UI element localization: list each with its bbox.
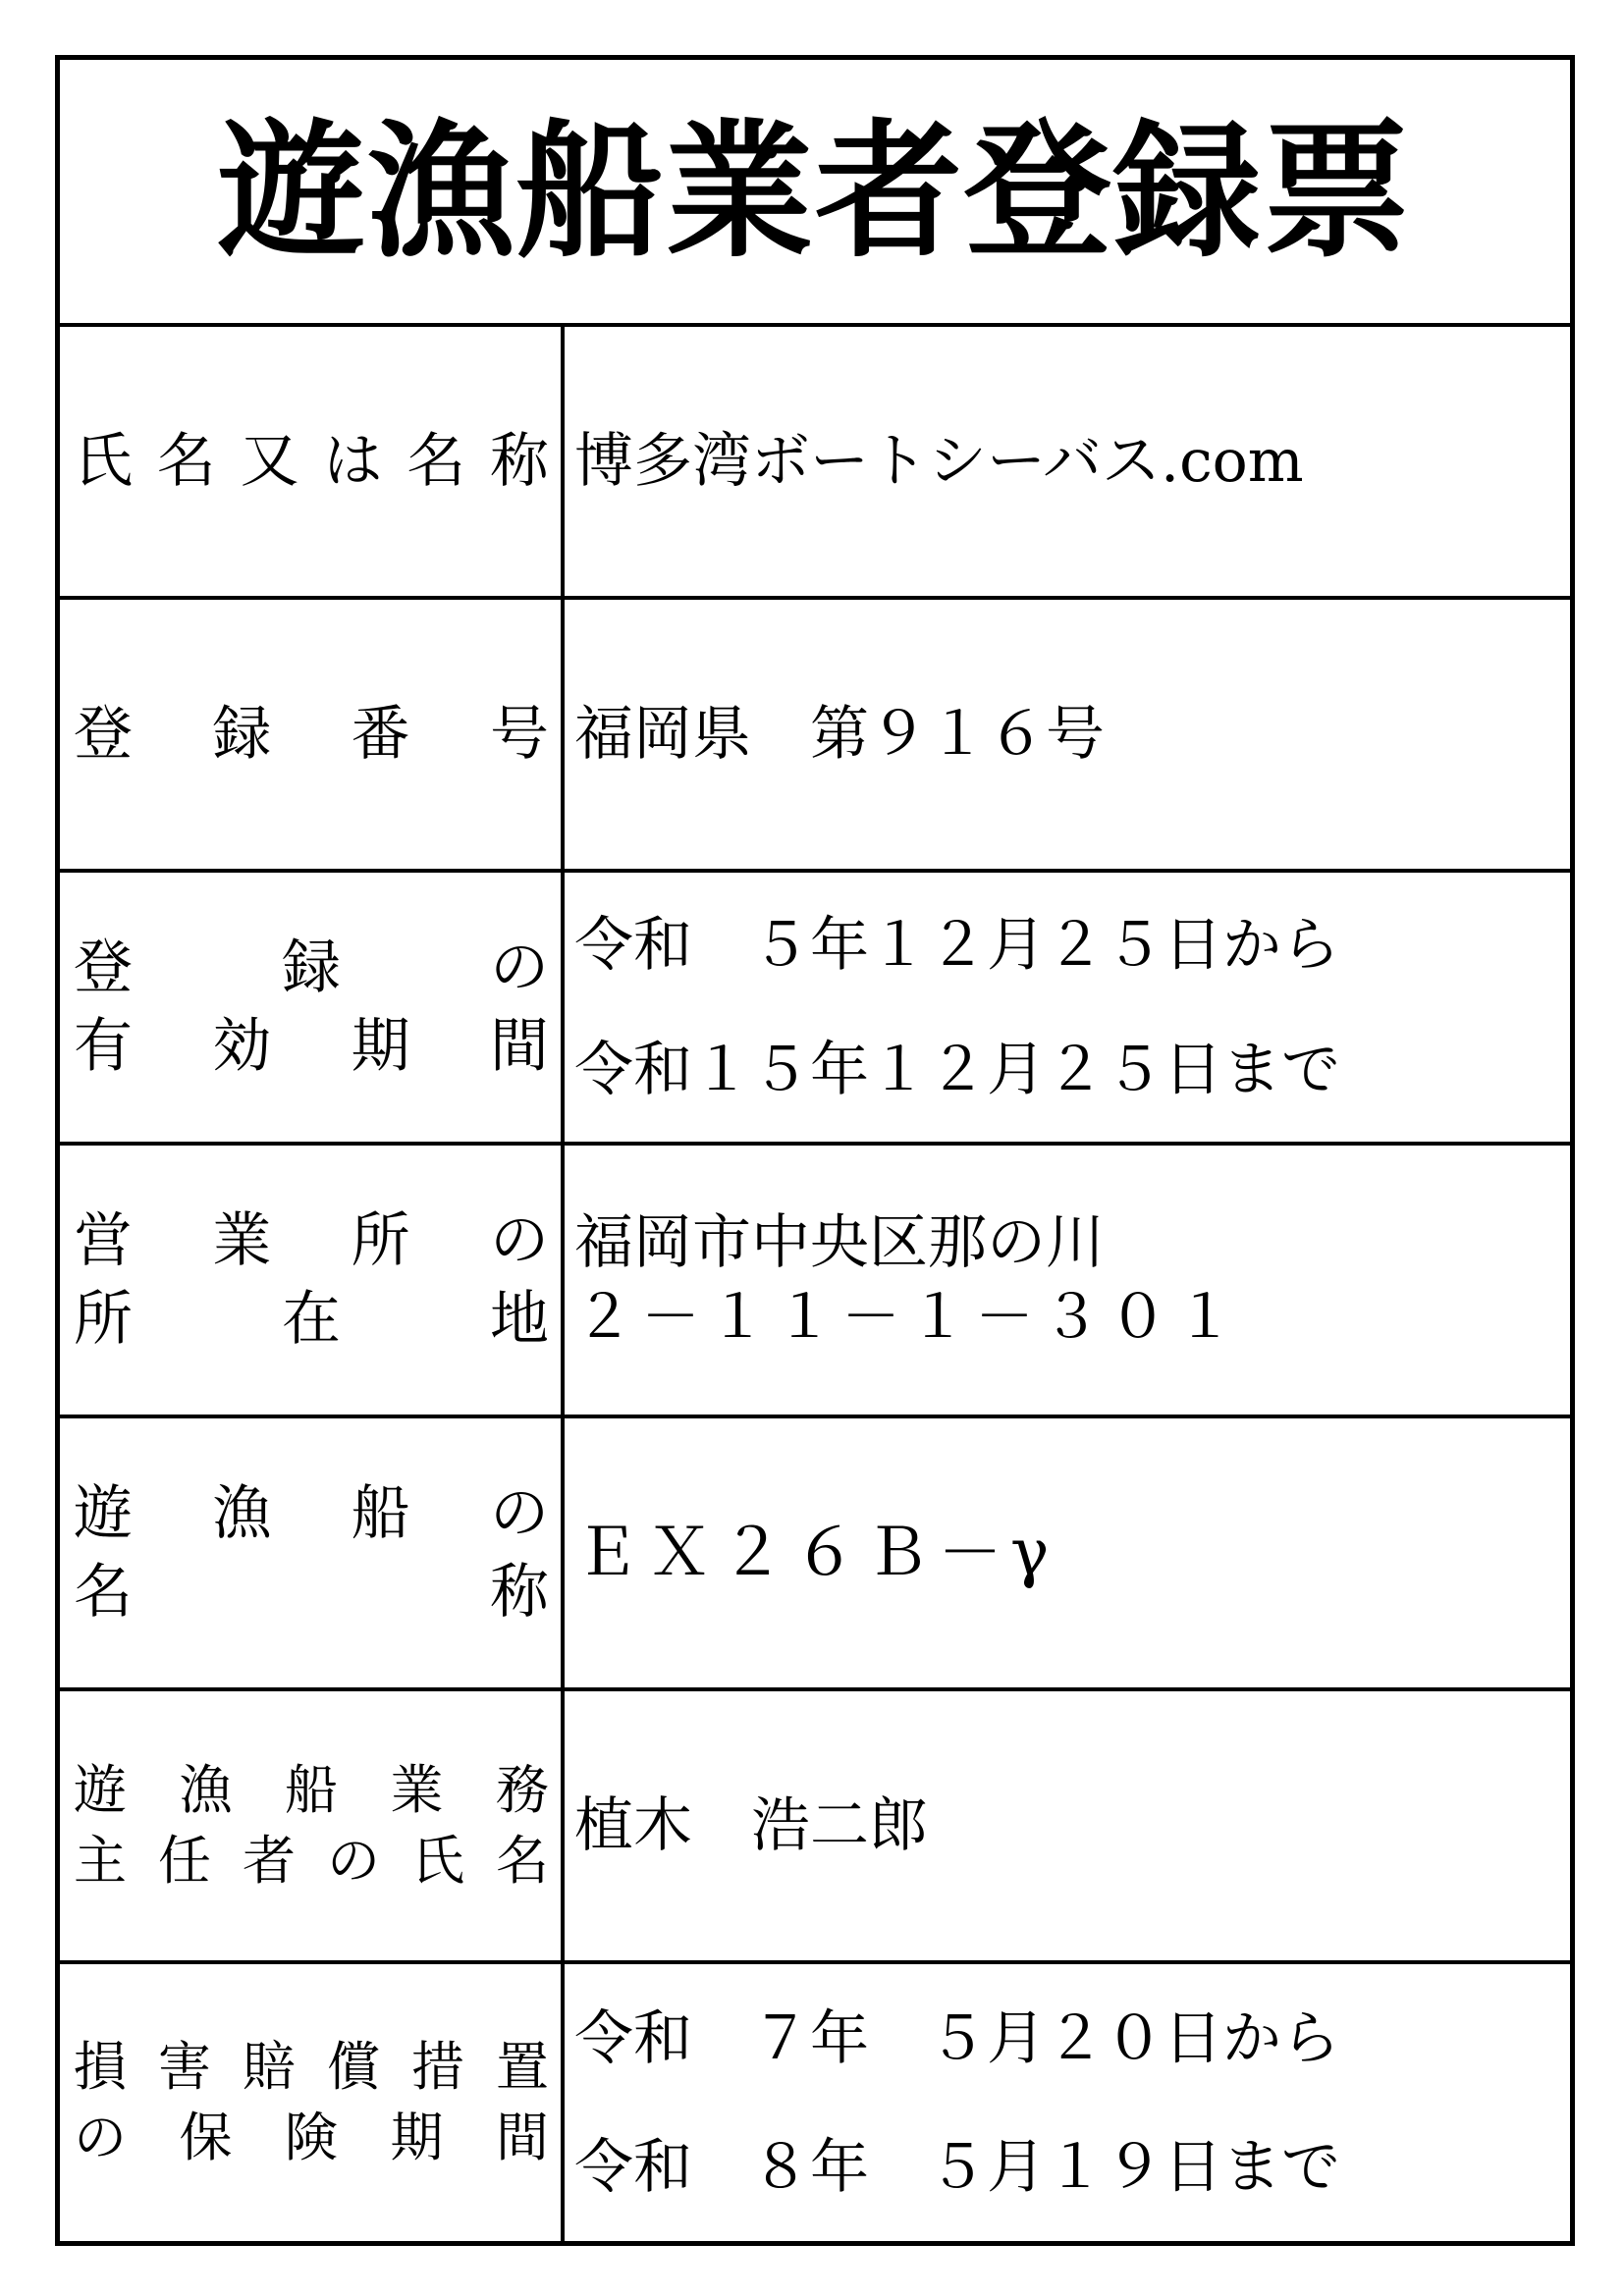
label-line xyxy=(74,2032,549,2103)
label-char: 有 xyxy=(74,1012,133,1081)
label-char: 害 xyxy=(158,2036,211,2098)
label-char: 者 xyxy=(243,1830,296,1892)
label-char: 所 xyxy=(351,1206,410,1275)
label-line xyxy=(74,1280,549,1359)
document-title: 遊漁船業者登録票 xyxy=(217,105,1412,278)
row-label xyxy=(60,1418,565,1687)
label-line xyxy=(74,1553,549,1631)
label-char: 名 xyxy=(156,427,216,496)
validity-end: 令和１５年１２月２５日まで xyxy=(574,1035,1340,1104)
row-value xyxy=(565,327,1570,596)
chief-name: 植木 浩二郎 xyxy=(574,1791,928,1860)
row-value xyxy=(565,1146,1570,1415)
label-char: 登 xyxy=(74,934,133,1002)
label-char: 氏 xyxy=(411,1830,464,1892)
vessel-name: ＥＸ２６Ｂ－γ xyxy=(574,1515,1057,1590)
label-char: 効 xyxy=(212,1012,272,1081)
label-line xyxy=(74,1474,549,1553)
label-char: 間 xyxy=(489,1012,549,1081)
label-char: 名 xyxy=(496,1830,549,1892)
label-char: 名 xyxy=(406,427,466,496)
label-char: 又 xyxy=(240,427,299,496)
label-char: 務 xyxy=(496,1759,549,1821)
address-line-2: ２－１１－１－３０１ xyxy=(574,1283,1242,1352)
registration-sheet xyxy=(55,55,1575,2246)
row-validity-period xyxy=(60,873,1570,1146)
row-office-address xyxy=(60,1146,1570,1418)
label-char: 期 xyxy=(351,1012,410,1081)
address-line-1: 福岡市中央区那の川 xyxy=(574,1208,1105,1277)
insurance-end: 令和 ８年 ５月１９日まで xyxy=(574,2132,1340,2202)
label-line xyxy=(74,1826,549,1896)
row-value xyxy=(565,1418,1570,1687)
label-line xyxy=(74,1755,549,1826)
label-char: 号 xyxy=(489,700,549,769)
label-line xyxy=(74,1007,549,1086)
row-label xyxy=(60,327,565,596)
label-char: 業 xyxy=(390,1759,444,1821)
label-char: 録 xyxy=(282,934,341,1002)
label-char: 地 xyxy=(490,1285,549,1354)
label-char: 営 xyxy=(74,1206,133,1275)
row-registration-number xyxy=(60,600,1570,873)
label-line xyxy=(74,2103,549,2173)
row-chief-name xyxy=(60,1691,1570,1964)
label-char: 称 xyxy=(490,1558,549,1627)
label-char: 氏 xyxy=(74,427,133,496)
label-char: 名 xyxy=(74,1558,133,1627)
row-label xyxy=(60,600,565,869)
label-char: 間 xyxy=(496,2107,549,2168)
row-value xyxy=(565,873,1570,1142)
row-value xyxy=(565,1691,1570,1960)
label-line xyxy=(74,422,549,501)
label-char: 登 xyxy=(74,700,133,769)
business-name: 博多湾ボートシーバス.com xyxy=(574,427,1304,496)
row-label xyxy=(60,1691,565,1960)
label-char: 船 xyxy=(351,1479,410,1548)
label-line xyxy=(74,1201,549,1280)
label-char: 置 xyxy=(496,2036,549,2098)
label-char: は xyxy=(323,427,383,496)
insurance-start: 令和 ７年 ５月２０日から xyxy=(574,2003,1340,2073)
validity-start: 令和 ５年１２月２５日から xyxy=(574,910,1340,980)
label-char: 険 xyxy=(285,2107,338,2168)
label-char: 遊 xyxy=(74,1479,133,1548)
label-line xyxy=(74,695,549,774)
label-char: 任 xyxy=(158,1830,211,1892)
title-row xyxy=(60,60,1570,327)
label-char: 漁 xyxy=(212,1479,272,1548)
label-char: の xyxy=(327,1830,380,1892)
registration-number: 福岡県 第９１６号 xyxy=(574,700,1105,769)
label-char: 措 xyxy=(411,2036,464,2098)
label-char: 漁 xyxy=(179,1759,233,1821)
label-char: の xyxy=(74,2107,127,2168)
row-name xyxy=(60,327,1570,600)
row-value xyxy=(565,1964,1570,2241)
label-char: 称 xyxy=(489,427,549,496)
row-label xyxy=(60,1146,565,1415)
label-line xyxy=(74,929,549,1007)
label-char: 償 xyxy=(327,2036,380,2098)
row-value xyxy=(565,600,1570,869)
row-label xyxy=(60,1964,565,2241)
label-char: 番 xyxy=(351,700,410,769)
label-char: の xyxy=(490,934,549,1002)
row-insurance-period xyxy=(60,1964,1570,2241)
label-char: 在 xyxy=(282,1285,341,1354)
label-char: の xyxy=(489,1479,549,1548)
label-char: 遊 xyxy=(74,1759,127,1821)
label-char: 賠 xyxy=(243,2036,296,2098)
label-char: 船 xyxy=(285,1759,338,1821)
label-char: 録 xyxy=(212,700,272,769)
label-char: 業 xyxy=(212,1206,272,1275)
label-char: 期 xyxy=(390,2107,444,2168)
label-char: の xyxy=(489,1206,549,1275)
label-char: 保 xyxy=(179,2107,233,2168)
row-vessel-name xyxy=(60,1418,1570,1691)
label-char: 損 xyxy=(74,2036,127,2098)
label-char: 所 xyxy=(74,1285,133,1354)
row-label xyxy=(60,873,565,1142)
label-char: 主 xyxy=(74,1830,127,1892)
